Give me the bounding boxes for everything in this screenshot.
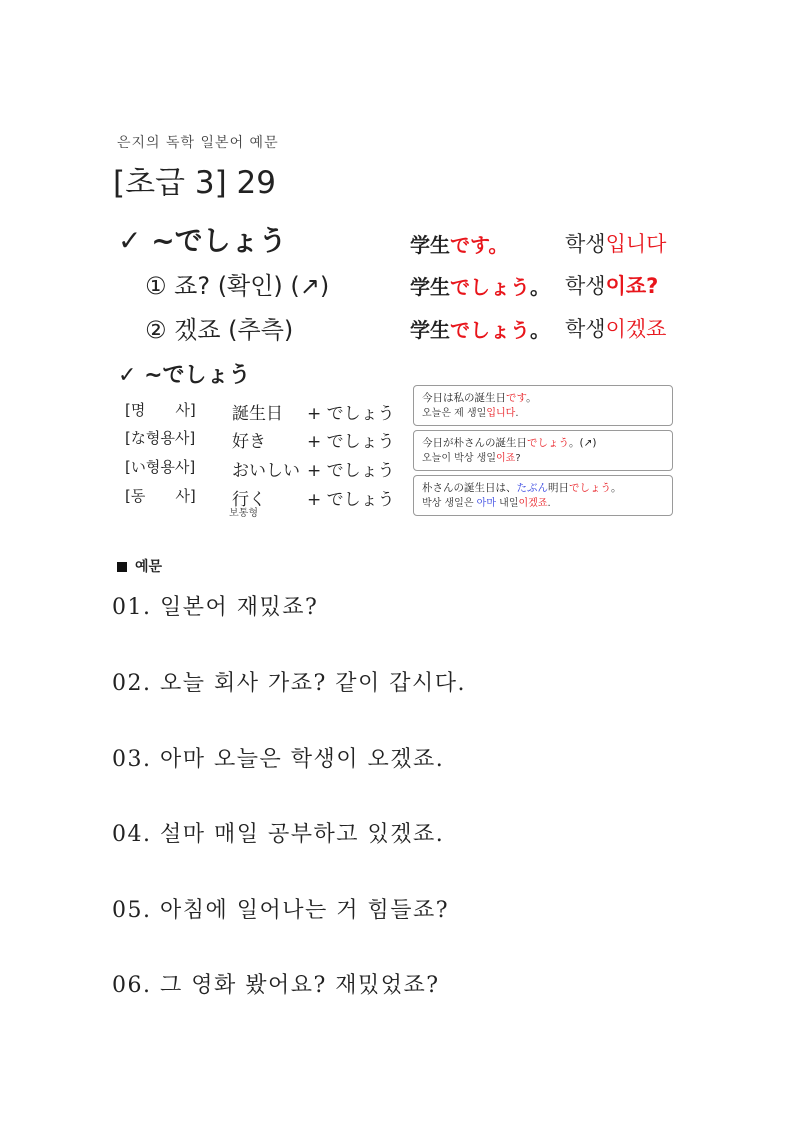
conjugation-word: 誕生日 [232,404,283,424]
example-1-ja-base: 学生 [410,233,450,257]
example-1-ko [565,228,666,258]
page-subtitle: 은지의 독학 일본어 예문 [117,135,279,151]
box-text: 오늘은 제 생일 [422,408,487,419]
example-box-2 [413,430,673,471]
example-sentence-03: 03. 아마 오늘은 학생이 오겠죠. [112,747,445,772]
example-3-ja-dot: 。 [530,318,550,342]
box-text: 내일 [496,498,519,509]
example-3-ko-base: 학생 [565,317,606,341]
box-text: 今日は私の誕生日 [422,392,506,404]
usage-confirm-label: ① 죠? (확인) (↗) [145,272,330,300]
conjugation-row [125,485,395,509]
sub-heading: ✓ ~でしょう [118,363,251,388]
page-title: [초급 3] 29 [113,165,276,201]
box-highlight: でしょう [569,482,611,494]
box-3-ja [422,481,664,496]
box-highlight: 이죠 [495,453,516,464]
box-highlight: 입니다 [486,408,516,419]
conjugation-row [125,427,395,451]
box-highlight-blue: たぶん [516,482,548,494]
conjugation-word: おいしい [232,461,300,481]
box-highlight: 이겠죠 [518,498,548,509]
box-text: . [547,498,551,509]
box-highlight: です [506,392,527,404]
box-1-ja [422,391,664,406]
conjugation-word: 好き [232,432,266,452]
box-2-ja [422,436,664,451]
box-text: 明日 [548,482,569,494]
example-box-3 [413,475,673,516]
example-2-ja-base: 学生 [410,275,450,299]
conjugation-category: [동 사] [125,487,196,505]
conjugation-row [125,456,395,480]
box-text: 。(↗) [569,437,597,449]
examples-heading-text: 예문 [135,559,163,575]
conjugation-suffix: + でしょう [307,461,395,481]
square-bullet-icon [117,562,127,572]
conjugation-row [125,399,395,423]
example-3 [410,314,550,343]
box-3-ko [422,496,664,511]
example-3-ko [565,313,666,343]
example-2-ja-end: でしょう [450,275,530,299]
conjugation-category: [な형용사] [125,429,196,447]
grammar-heading: ✓ ~でしょう [118,224,287,257]
box-highlight: でしょう [527,437,569,449]
box-text: 박상 생일은 [422,498,477,509]
example-1-ko-end: 입니다 [605,232,667,256]
conjugation-suffix: + でしょう [307,490,395,510]
example-sentence-01: 01. 일본어 재밌죠? [112,595,319,620]
example-2-ko [565,270,658,300]
example-sentence-05: 05. 아침에 일어나는 거 힘들죠? [112,898,450,923]
example-2-ko-end: 이죠? [605,274,659,298]
example-sentence-02: 02. 오늘 회사 가죠? 같이 갑시다. [112,671,467,696]
example-3-ja-base: 学生 [410,318,450,342]
example-2-ko-base: 학생 [565,274,606,298]
example-1-ko-base: 학생 [565,232,606,256]
usage-guess-label: ② 겠죠 (추측) [145,316,294,344]
conjugation-category: [명 사] [125,401,196,419]
box-text: 朴さんの誕生日は、 [422,482,517,494]
conjugation-word: 行く [232,490,266,510]
box-text: . [515,408,519,419]
box-text: 。 [526,392,537,404]
example-1 [410,229,508,258]
example-box-1 [413,385,673,426]
conjugation-category: [い형용사] [125,458,196,476]
conjugation-suffix: + でしょう [307,432,395,452]
conjugation-suffix: + でしょう [307,404,395,424]
example-sentence-06: 06. 그 영화 봤어요? 재밌었죠? [112,973,440,998]
examples-heading [117,556,162,576]
example-sentence-04: 04. 설마 매일 공부하고 있겠죠. [112,822,445,847]
example-3-ko-end: 이겠죠 [605,317,667,341]
box-text: 오늘이 박상 생일 [422,453,496,464]
example-1-ja-end: です。 [450,233,509,257]
example-3-ja-end: でしょう [450,318,530,342]
box-1-ko [422,406,664,421]
box-highlight-blue: 아마 [476,498,496,509]
box-2-ko [422,451,664,466]
example-2 [410,271,550,300]
plain-form-note: 보통형 [229,508,258,519]
box-text: 今日が朴さんの誕生日 [422,437,527,449]
box-text: 。 [611,482,622,494]
box-text: ? [515,453,521,464]
example-2-ja-dot: 。 [530,275,550,299]
